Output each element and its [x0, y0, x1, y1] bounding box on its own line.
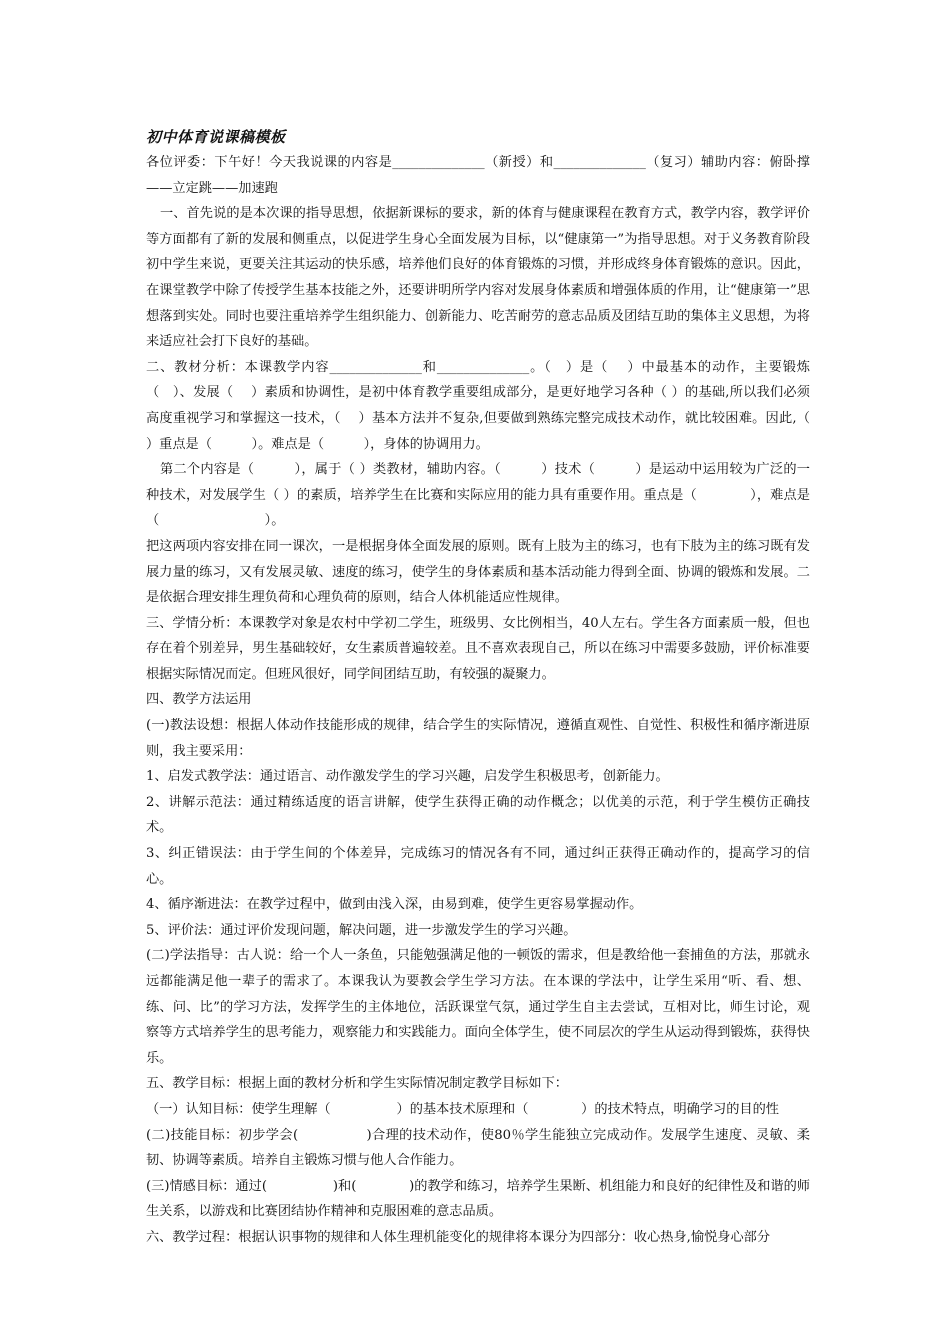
arrangement-paragraph: 把这两项内容安排在同一课次，一是根据身体全面发展的原则。既有上肢为主的练习，也有下肢为主的练习既有发展力量的练习，又有发展灵敏、速度的练习，使学生的身体素质和基本活动能力得到全面、协调的锻炼和发展。二是依据合理安排生理负荷和心理负荷的原则，结合人体机能适应性规律。	[146, 538, 810, 606]
teaching-process-paragraph: 六、教学过程：根据认识事物的规律和人体生理机能变化的规律将本课分为四部分：收心热身,愉悦身心部分	[146, 1229, 771, 1245]
skill-objective: (二)技能目标：初步学会( )合理的技术动作，使80％学生能独立完成动作。发展学生速度、灵敏、柔韧、协调等素质。培养自主锻炼习惯与他人合作能力。	[146, 1127, 810, 1169]
material-analysis-paragraph: 二、教材分析：本课教学内容______________和______________。（ ）是（ ）中最基本的动作，主要锻炼（ ）、发展（ ）素质和协调性，是初中体育教学重要组成部分，是更好地学习各种（ ）的基础,所以我们必须高度重视学习和掌握这一技术，（ ）基本方法并不复杂,但要做到熟练完整完成技术动作，就比较困难。因此,（ ）重点是（ ）。难点是（ ），身体的协调用力。	[146, 359, 828, 452]
method-item-5: 5、评价法：通过评价发现问题，解决问题，进一步激发学生的学习兴趣。	[146, 922, 577, 938]
methods-heading: 四、教学方法运用	[146, 692, 252, 708]
greeting-paragraph: 各位评委：下午好！今天我说课的内容是______________（新授）和______________（复习）辅助内容：俯卧撑——立定跳——加速跑	[146, 155, 810, 196]
document-body	[146, 124, 828, 1251]
method-item-4: 4、循序渐进法：在教学过程中，做到由浅入深，由易到难，使学生更容易掌握动作。	[146, 897, 643, 913]
learning-method-paragraph: (二)学法指导：古人说：给一个人一条鱼，只能勉强满足他的一顿饭的需求，但是教给他一套捕鱼的方法，那就永远都能满足他一辈子的需求了。本课我认为要教会学生学习方法。在本课的学法中，让学生采用“听、看、想、练、问、比”的学习方法，发挥学生的主体地位，活跃课堂气氛，通过学生自主去尝试，互相对比，师生讨论，观察等方式培养学生的思考能力，观察能力和实践能力。面向全体学生，使不同层次的学生从运动得到锻炼，获得快乐。	[146, 948, 810, 1066]
teaching-method-paragraph: (一)教法设想：根据人体动作技能形成的规律，结合学生的实际情况，遵循直观性、自觉性、积极性和循序渐进原则，我主要采用：	[146, 718, 810, 759]
method-item-1: 1、启发式教学法：通过语言、动作激发学生的学习兴趣，启发学生积极思考，创新能力。	[146, 769, 669, 785]
cognitive-objective: （一）认知目标：使学生理解（ ）的基本技术原理和（ ）的技术特点，明确学习的目的性	[146, 1101, 779, 1117]
method-item-2: 2、讲解示范法：通过精练适度的语言讲解，使学生获得正确的动作概念；以优美的示范，利于学生模仿正确技术。	[146, 794, 810, 836]
student-analysis-paragraph: 三、学情分析：本课教学对象是农村中学初二学生，班级男、女比例相当，40人左右。学生各方面素质一般，但也存在着个别差异，男生基础较好，女生素质普遍较差。且不喜欢表现自己，所以在练习中需要多鼓励，评价标准要根据实际情况而定。但班风很好，同学间团结互助，有较强的凝聚力。	[146, 615, 810, 682]
guiding-ideology-paragraph: 一、首先说的是本次课的指导思想，依据新课标的要求，新的体育与健康课程在教育方式，教学内容，教学评价等方面都有了新的发展和侧重点，以促进学生身心全面发展为目标，以“健康第一”为指导思想。对于义务教育阶段初中学生来说，更要关注其运动的快乐感，培养他们良好的体育锻炼的习惯，并形成终身体育锻炼的意识。因此，在课堂教学中除了传授学生基本技能之外，还要讲明所学内容对发展身体素质和增强体质的作用，让“健康第一”思想落到实处。同时也要注重培养学生组织能力、创新能力、吃苦耐劳的意志品质及团结互助的集体主义思想，为将来适应社会打下良好的基础。	[146, 206, 810, 350]
affective-objective: (三)情感目标：通过( )和( )的教学和练习，培养学生果断、机组能力和良好的纪律性及和谐的师生关系，以游戏和比赛团结协作精神和克服困难的意志品质。	[146, 1178, 810, 1220]
objectives-heading: 五、教学目标：根据上面的教材分析和学生实际情况制定教学目标如下：	[146, 1076, 568, 1092]
second-content-paragraph: 第二个内容是（ ），属于（ ）类教材，辅助内容。（ ）技术（ ）是运动中运用较为广泛的一种技术，对发展学生（ ）的素质，培养学生在比赛和实际应用的能力具有重要作用。重点是（ ），难点是（ ）。	[146, 462, 810, 529]
document-title: 初中体育说课稿模板	[146, 128, 286, 146]
method-item-3: 3、纠正错误法：由于学生间的个体差异，完成练习的情况各有不同，通过纠正获得正确动作的，提高学习的信心。	[146, 846, 810, 887]
